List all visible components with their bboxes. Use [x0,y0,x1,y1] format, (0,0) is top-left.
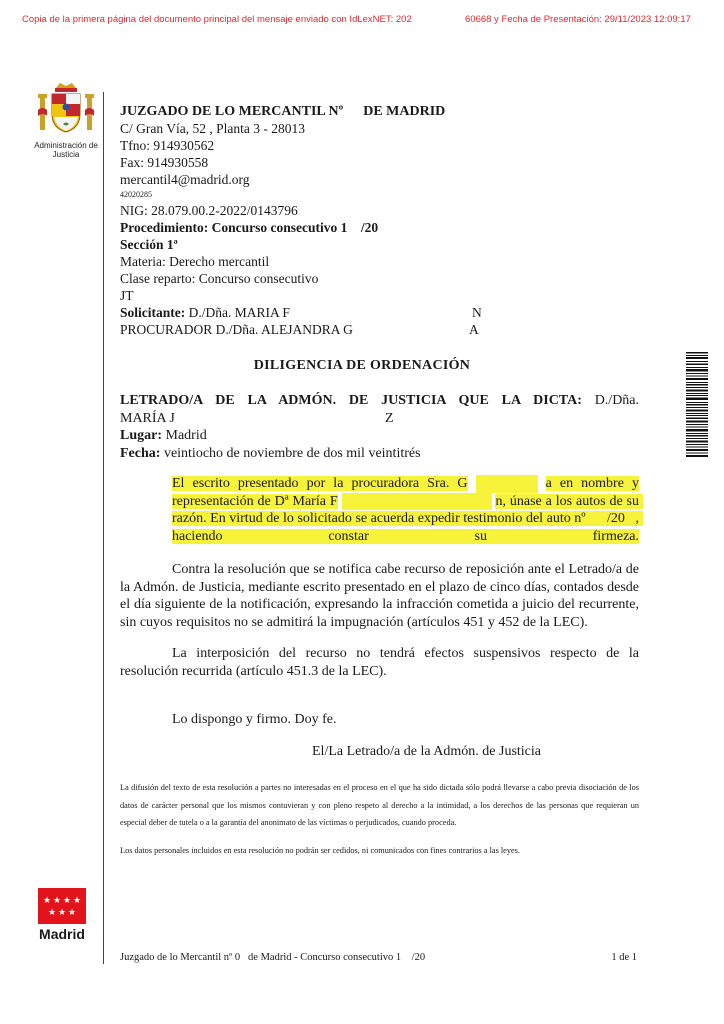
applicant-name: D./Dña. MARIA F [188,305,290,320]
svg-text:★: ★ [68,908,77,918]
page-number: 1 de 1 [611,952,637,963]
svg-text:★: ★ [48,908,57,918]
svg-text:★: ★ [58,908,67,918]
document-heading: DILIGENCIA DE ORDENACIÓN [253,358,471,373]
court-title [120,103,445,120]
paragraph-appeal: Contra la resolución que se notifica cabe recurso de reposición ante el Letrado/a de la Admón. de Justicia, mediante escrito presentado en el plazo de cinco días, contados desde el día siguiente de la notificación, expresando la infracción cometida a juicio del recurrente, sin cuyos requisitos no se admitirá la impugnación (artículos 451 y 452 de la LEC). [120,562,639,630]
letrado-prefix: D./Dña. [594,393,640,408]
case-class: Clase reparto: Concurso consecutivo [120,271,319,286]
court-address: C/ Gran Vía, 52 , Planta 3 - 28013 [120,121,305,136]
order-line-1 [120,475,643,545]
svg-text:★: ★ [53,896,62,906]
svg-text:★: ★ [73,896,82,906]
data-notice: Los datos personales incluidos en esta resolución no podrán ser cedidos, ni comunicados con fines contrarios a las leyes. [120,846,520,855]
letrado-line [120,392,639,410]
footer-reference: Juzgado de lo Mercantil nº 0 de Madrid - Concurso consecutivo 1 /20 [120,952,426,963]
privacy-notice: La difusión del texto de esta resolución a partes no interesadas en el proceso en el que ha sido dictada sólo podrá llevarse a cabo previa disociación de los datos de carácter personal que los mismos contuvieran y con pleno respeto al derecho a la intimidad, a los derechos de las personas que requieran un especial deber de tutela o a la garantía del anonimato de las víctimas o perjudicados, cuando proceda. [120,783,639,827]
case-procurator [120,321,479,338]
svg-text:★: ★ [63,896,72,906]
madrid-logo [38,888,86,942]
court-header [120,103,482,338]
stars-icon [38,888,86,924]
date-label: Fecha: [120,445,161,461]
procurator-name: PROCURADOR D./Dña. ALEJANDRA G [120,322,353,337]
coat-of-arms-icon [30,80,102,136]
applicant-label: Solicitante: [120,305,186,320]
applicant-name-end: N [472,305,482,320]
paragraph-effects: La interposición del recurso no tendrá efectos suspensivos respecto de la resolución recurrida (artículo 451.3 de la LEC). [120,646,639,679]
case-matter: Materia: Derecho mercantil [120,254,270,269]
case-procedure [120,219,445,236]
left-margin-rule [103,92,104,964]
closing-formula: Lo dispongo y firmo. Doy fe. [172,712,337,727]
svg-text:★: ★ [43,896,52,906]
court-email: mercantil4@madrid.org [120,172,250,187]
madrid-label: Madrid [39,926,85,942]
letrado-name-end: Z [385,410,394,426]
redacted-gap [342,493,492,511]
court-phone: Tfno: 914930562 [120,138,215,153]
order-part-c: n, únase a los autos de su razón. En virtud de lo solicitado se acuerda expedir testimonio del auto nº /20 , haciendo constar su firmeza. [172,493,643,544]
submission-notice-left: Copia de la primera página del documento principal del mensaje enviado con IdLexNET: 202 [22,14,412,25]
redacted-gap [476,475,538,493]
date-line [120,445,639,463]
place-line [120,427,639,445]
court-code: 42020285 [120,190,152,199]
place-label: Lugar: [120,428,162,443]
place-value: Madrid [165,428,207,443]
submission-notice-right: 60668 y Fecha de Presentación: 29/11/2023 12:09:17 [465,14,691,25]
justice-logo [30,80,102,159]
madrid-flag [38,888,86,924]
letrado-label: LETRADO/A DE LA ADMÓN. DE JUSTICIA QUE LA DICTA: [120,393,582,408]
letrado-name-line [120,410,639,428]
page-footer [120,952,639,963]
case-applicant [120,304,482,321]
case-section: Sección 1ª [120,237,178,252]
date-value: veintiocho de noviembre de dos mil veintitrés [163,445,421,461]
procedure-label: Procedimiento: [120,220,209,235]
paragraph-order [120,475,643,545]
court-fax: Fax: 914930558 [120,155,209,170]
signature-line: El/La Letrado/a de la Admón. de Justicia [312,744,541,759]
order-part-a: El escrito presentado por la procuradora Sra. G [172,476,468,491]
resolution-meta [120,392,639,462]
case-nig: NIG: 28.079.00.2-2022/0143796 [120,203,298,218]
letrado-name: MARÍA J [120,410,175,426]
case-initials: JT [120,288,134,303]
court-name: JUZGADO DE LO MERCANTIL Nº [120,104,344,119]
procedure-value: Concurso consecutivo 1 /20 [211,220,379,235]
procurator-name-end: A [469,322,479,337]
order-part-b: a en nombre y representación de Dª María F [172,476,639,509]
court-city: DE MADRID [363,104,446,119]
logo-caption: Administración de Justicia [34,141,98,159]
